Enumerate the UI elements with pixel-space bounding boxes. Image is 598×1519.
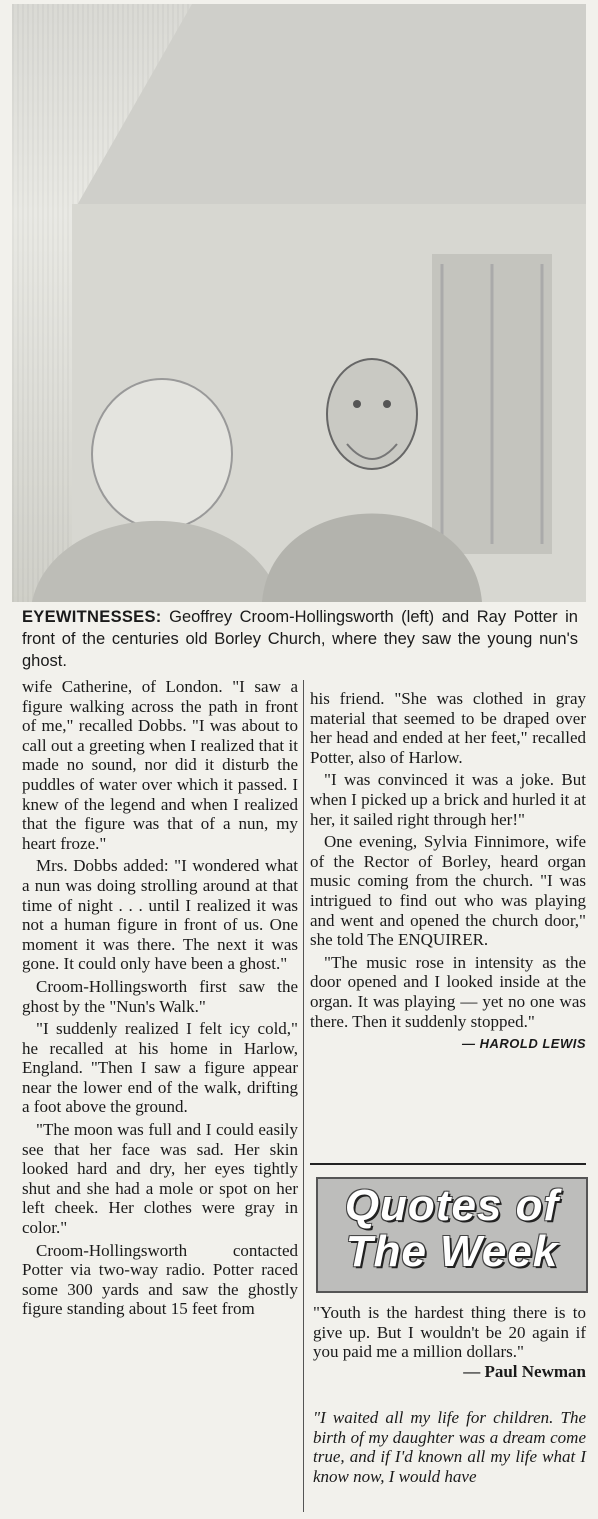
- quotes-title-line2: The Week: [345, 1227, 559, 1276]
- quote-item: [313, 1303, 586, 1381]
- news-photo: [12, 4, 586, 602]
- byline: — HAROLD LEWIS: [462, 1036, 586, 1052]
- article-paragraph: Croom-Hollingsworth first saw the ghost by the "Nun's Walk.": [22, 976, 298, 1016]
- article-paragraph: his friend. "She was clothed in gray material that seemed to be draped over her head and ended at her feet," recalled Potter, also of Harlow.: [310, 689, 586, 767]
- article-paragraph: "The moon was full and I could easily see that her face was sad. Her skin looked hard and dry, her eyes tightly shut and she had a mole or spot on her left cheek. Her clothes were gray in color.": [22, 1120, 298, 1238]
- left-man-head: [92, 379, 232, 529]
- article-paragraph: "The music rose in intensity as the door opened and I looked inside at the organ. It was playing — yet no one was there. Then it suddenly stopped.": [310, 952, 586, 1031]
- quote-attribution: — Paul Newman: [463, 1361, 586, 1381]
- article-paragraph: "I suddenly realized I felt icy cold," he recalled at his home in Harlow, England. "Then I saw a figure appear near the lower end of the walk, drifting a foot above the ground.: [22, 1019, 298, 1117]
- article-paragraph: "I was convinced it was a joke. But when I picked up a brick and hurled it at her, it sailed right through her!": [310, 770, 586, 829]
- right-man-head: [327, 359, 417, 469]
- quote-text: "Youth is the hardest thing there is to give up. But I wouldn't be 20 again if you paid me a million dollars.": [313, 1303, 586, 1362]
- article-paragraph: One evening, Sylvia Finnimore, wife of the Rector of Borley, heard organ music coming from the church. "I was intrigued to find out who was playing and went and opened the church door," she told The ENQUIRER.: [310, 832, 586, 950]
- article-right-column: [310, 689, 586, 1054]
- church-roof-shape: [72, 4, 586, 214]
- quotes-of-the-week-banner: [316, 1177, 588, 1293]
- article-left-column: [22, 677, 298, 1322]
- column-divider: [303, 680, 304, 1512]
- article-paragraph: Mrs. Dobbs added: "I wondered what a nun was doing strolling around at that time of night . . . until I realized it was not a human figure in front of us. One moment it was there. The next it was gone. It could only have been a ghost.": [22, 856, 298, 974]
- article-paragraph: wife Catherine, of London. "I saw a figure walking across the path in front of me," recalled Dobbs. "I was about to call out a greeting when I realized that it made no sound, nor did it disturb the puddles of water over which it passed. I knew of the legend and when I realized that the figure was that of a nun, my heart froze.": [22, 677, 298, 853]
- article-paragraph: Croom-Hollingsworth contacted Potter via two-way radio. Potter raced some 300 yards and saw the ghostly figure standing about 15 feet from: [22, 1240, 298, 1319]
- section-rule: [310, 1163, 586, 1165]
- caption-text: Geoffrey Croom-Hollingsworth (left) and Ray Potter in front of the centuries old Borley Church, where they saw the young nun's ghost.: [22, 608, 578, 670]
- church-photo-illustration: [12, 4, 586, 602]
- quotes-banner-title: [318, 1183, 586, 1275]
- quote-text: "I waited all my life for children. The birth of my daughter was a dream come true, and if I'd known all my life what I know now, I would have: [313, 1408, 586, 1486]
- photo-caption: [22, 606, 578, 672]
- caption-label: EYEWITNESSES:: [22, 608, 162, 626]
- quote-item: [313, 1408, 586, 1486]
- quotes-title-line1: Quotes of: [344, 1181, 560, 1230]
